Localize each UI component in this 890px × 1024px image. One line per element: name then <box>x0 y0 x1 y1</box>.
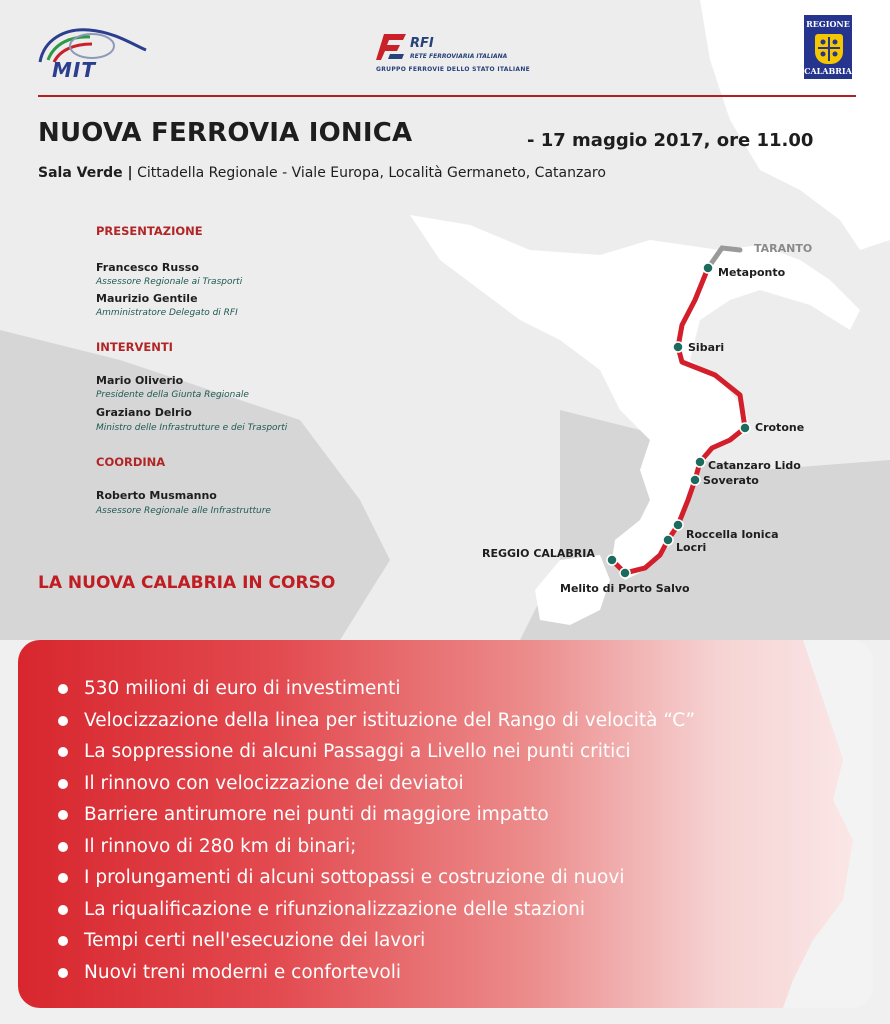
regione-calabria-logo <box>803 14 853 80</box>
list-item: Velocizzazione della linea per istituzione del Rango di velocità “C” <box>54 705 695 737</box>
regione-shield-icon <box>815 34 843 64</box>
rfi-logo <box>370 30 530 80</box>
station-label-melito: Melito di Porto Salvo <box>560 582 690 595</box>
list-item: Il rinnovo di 280 km di binari; <box>54 831 695 863</box>
list-item: I prolungamenti di alcuni sottopassi e costruzione di nuovi <box>54 862 695 894</box>
section-interventi: INTERVENTI <box>96 340 173 354</box>
tagline: LA NUOVA CALABRIA IN CORSO <box>38 573 336 593</box>
station-label-locri: Locri <box>676 541 707 554</box>
rfi-name: RFI <box>410 36 434 51</box>
venue-address: Cittadella Regionale - Viale Europa, Località Germaneto, Catanzaro <box>132 165 606 181</box>
venue-name: Sala Verde | <box>38 165 133 181</box>
station-label-metaponto: Metaponto <box>718 266 786 279</box>
list-item: 530 milioni di euro di investimenti <box>54 673 695 705</box>
speaker-name: Mario Oliverio <box>96 374 184 387</box>
list-item: La riqualificazione e rifunzionalizzazione delle stazioni <box>54 894 695 926</box>
calabria-silhouette <box>693 640 873 1008</box>
rfi-fs-icon <box>376 32 410 62</box>
speaker-name: Graziano Delrio <box>96 406 192 419</box>
list-item: Barriere antirumore nei punti di maggiore impatto <box>54 799 695 831</box>
highlights-panel <box>18 640 873 1008</box>
list-item: Nuovi treni moderni e confortevoli <box>54 957 695 989</box>
speaker-role: Assessore Regionale alle Infrastrutture <box>96 506 271 516</box>
station-label-reggio-calabria: REGGIO CALABRIA <box>482 547 595 560</box>
event-date: - 17 maggio 2017, ore 11.00 <box>527 130 814 151</box>
regione-label: REGIONE <box>806 19 850 29</box>
section-presentazione: PRESENTAZIONE <box>96 224 203 238</box>
event-venue <box>38 165 606 181</box>
mit-logo <box>34 22 154 84</box>
highlights-list <box>54 673 695 988</box>
rfi-group: GRUPPO FERROVIE DELLO STATO ITALIANE <box>376 66 531 73</box>
calabria-label: CALABRIA <box>804 66 852 76</box>
station-label-sibari: Sibari <box>688 341 725 354</box>
rfi-subtitle: RETE FERROVIARIA ITALIANA <box>410 53 508 60</box>
list-item: Il rinnovo con velocizzazione dei deviatoi <box>54 768 695 800</box>
speaker-name: Roberto Musmanno <box>96 489 217 502</box>
speaker-role: Amministratore Delegato di RFI <box>96 308 238 318</box>
station-label-catanzaro-lido: Catanzaro Lido <box>708 459 801 472</box>
station-label-crotone: Crotone <box>755 421 805 434</box>
list-item: Tempi certi nell'esecuzione dei lavori <box>54 925 695 957</box>
list-item: La soppressione di alcuni Passaggi a Livello nei punti critici <box>54 736 695 768</box>
station-label-soverato: Soverato <box>703 474 759 487</box>
speaker-name: Francesco Russo <box>96 261 199 274</box>
speaker-role: Ministro delle Infrastrutture e dei Trasporti <box>96 423 288 433</box>
station-label-roccella-ionica: Roccella Ionica <box>686 528 779 541</box>
mit-logo-text: MIT <box>52 58 96 82</box>
event-title: NUOVA FERROVIA IONICA <box>38 118 413 148</box>
speaker-role: Presidente della Giunta Regionale <box>96 390 249 400</box>
header-divider <box>38 95 856 97</box>
speaker-role: Assessore Regionale ai Trasporti <box>96 277 243 287</box>
section-coordina: COORDINA <box>96 455 166 469</box>
speaker-name: Maurizio Gentile <box>96 292 198 305</box>
station-label-taranto: TARANTO <box>754 242 813 255</box>
